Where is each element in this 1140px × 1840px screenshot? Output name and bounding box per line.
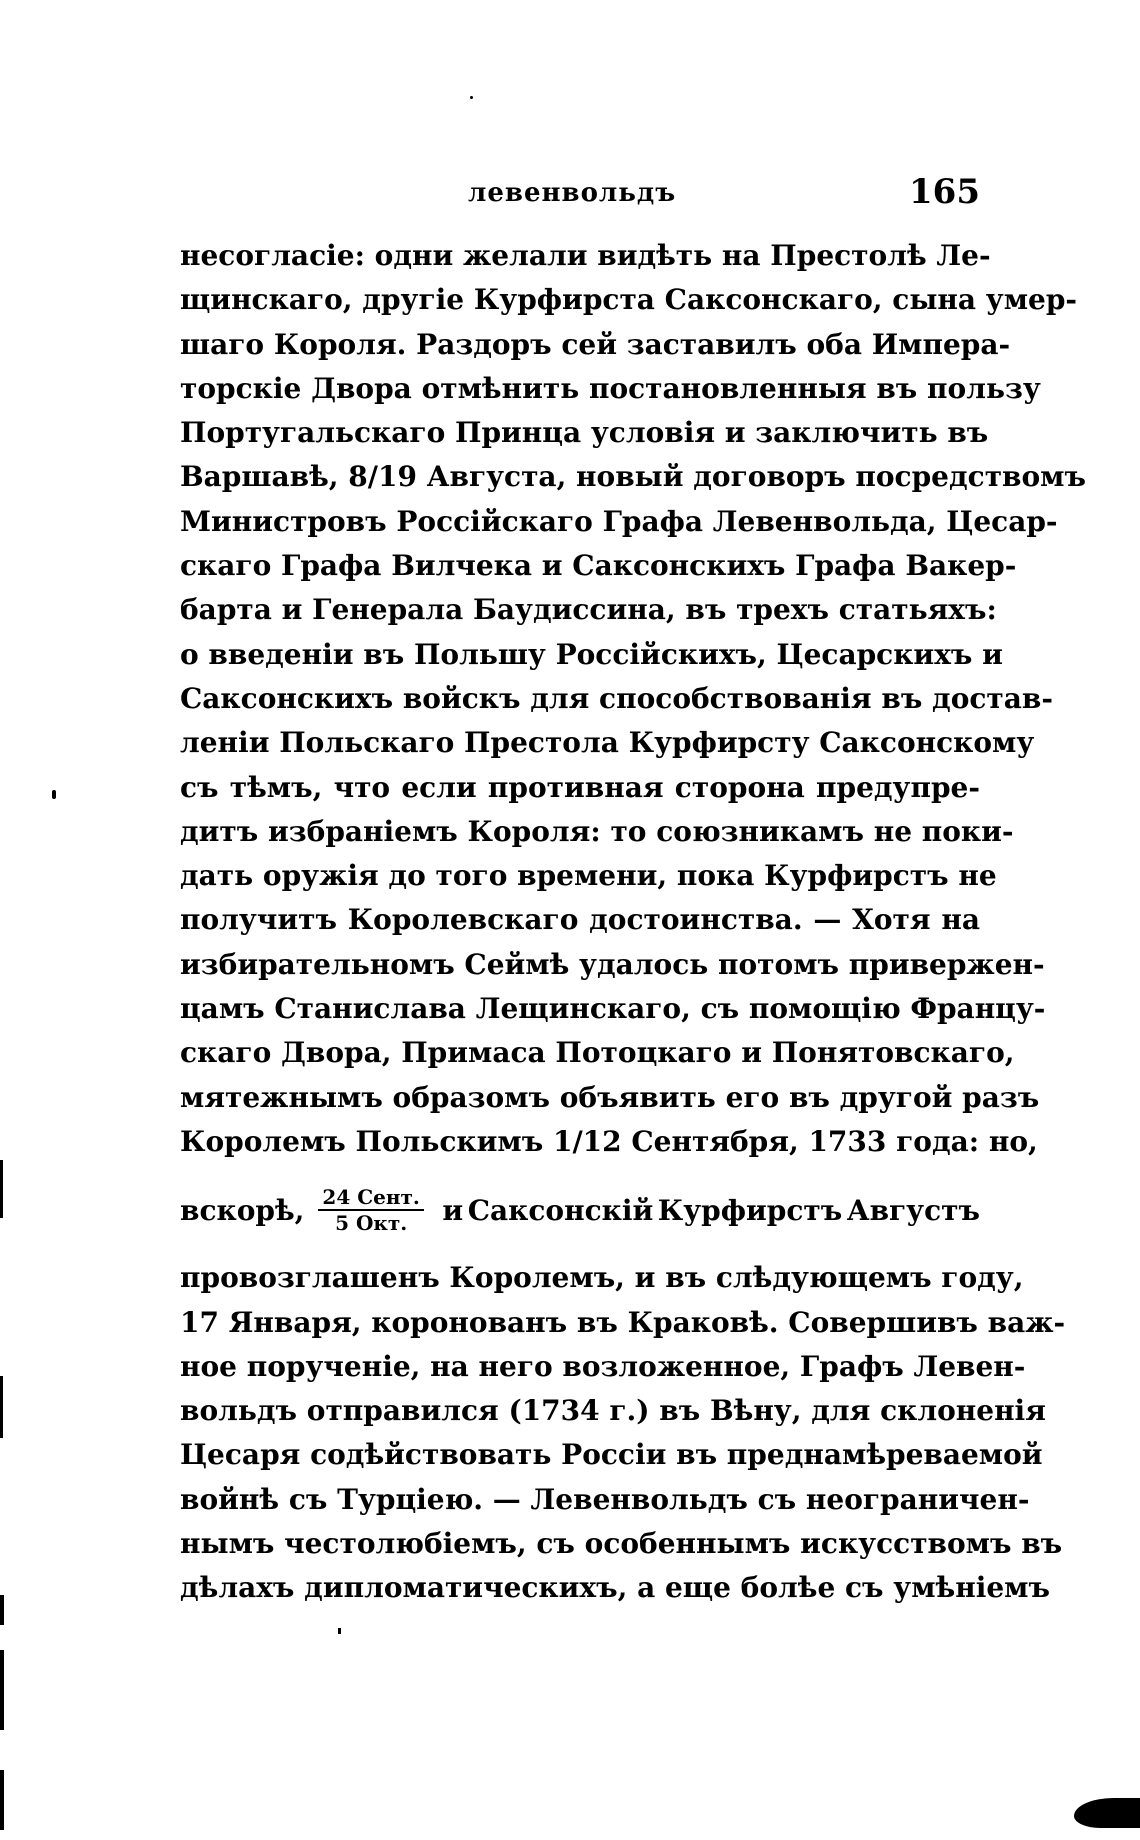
text-line: мятежнымъ образомъ объявить его въ другой разъ <box>180 1080 1040 1114</box>
text-line: барта и Генерала Баудиссина, въ трехъ статьяхъ: <box>180 593 997 627</box>
text-line: избирательномъ Сеймѣ удалось потомъ привержен- <box>180 947 1045 981</box>
scan-speck <box>470 96 473 99</box>
fraction-line-word: Августъ <box>846 1193 980 1227</box>
margin-line <box>0 1376 3 1438</box>
fraction-line-word: Саксонскій <box>467 1193 654 1227</box>
margin-line <box>0 1595 4 1625</box>
text-line: Королемъ Польскимъ 1/12 Сентября, 1733 года: но, <box>180 1124 1038 1158</box>
fraction-numerator: 24 Сент. <box>318 1185 423 1211</box>
text-line: получитъ Королевскаго достоинства. — Хотя на <box>180 903 980 937</box>
text-line: щинскаго, другіе Курфирста Саксонскаго, сына умер- <box>180 283 1078 317</box>
text-line: торскіе Двора отмѣнить постановленныя въ пользу <box>180 371 1041 405</box>
text-line: дѣлахъ дипломатическихъ, а еще болѣе съ умѣніемъ <box>180 1571 1050 1605</box>
page-number: 165 <box>909 172 980 212</box>
fraction-line-word: Курфирстъ <box>657 1193 843 1227</box>
text-line: дать оружія до того времени, пока Курфирстъ не <box>180 859 997 893</box>
fraction-denominator: 5 Окт. <box>335 1211 408 1236</box>
scan-speck <box>338 1628 341 1634</box>
text-line: Варшавѣ, 8/19 Августа, новый договоръ посредствомъ <box>180 460 1086 494</box>
text-line: цамъ Станислава Лещинскаго, съ помощію Францу- <box>180 992 1046 1026</box>
text-line: войнѣ съ Турціею. — Левенвольдъ съ неограничен- <box>180 1482 1030 1516</box>
fraction-line-before: вскорѣ, <box>180 1193 305 1227</box>
margin-line <box>0 1650 4 1730</box>
fraction-line <box>180 1164 980 1256</box>
body-text <box>180 234 1086 1611</box>
text-line: шаго Короля. Раздоръ сей заставилъ оба Импера- <box>180 327 1011 361</box>
text-line: съ тѣмъ, что если противная сторона предупре- <box>180 770 980 804</box>
text-line: вольдъ отправился (1734 г.) въ Вѣну, для склоненія <box>180 1394 1046 1428</box>
text-line: дитъ избраніемъ Короля: то союзникамъ не поки- <box>180 814 1014 848</box>
text-line: Саксонскихъ войскъ для способствованія въ достав- <box>180 681 1054 715</box>
paragraph-before-fraction <box>180 234 1086 1164</box>
date-fraction <box>318 1185 423 1235</box>
margin-line <box>0 1160 3 1218</box>
text-line: скаго Графа Вилчека и Саксонскихъ Графа Вакер- <box>180 549 1017 583</box>
text-line: Министровъ Россійскаго Графа Левенвольда, Цесар- <box>180 504 1058 538</box>
margin-line <box>0 1770 4 1830</box>
page-header <box>180 172 980 218</box>
text-line: ное порученіе, на него возложенное, Графъ Левен- <box>180 1349 1026 1383</box>
text-line: Португальскаго Принца условія и заключить въ <box>180 416 989 450</box>
text-line: нымъ честолюбіемъ, съ особеннымъ искусствомъ въ <box>180 1527 1063 1561</box>
corner-blot <box>1074 1798 1140 1828</box>
scan-speck <box>52 790 56 799</box>
text-line: леніи Польскаго Престола Курфирсту Саксонскому <box>180 726 1035 760</box>
fraction-lead <box>180 1185 438 1235</box>
text-line: Цесаря содѣйствовать Россіи въ преднамѣреваемой <box>180 1438 1043 1472</box>
text-line: провозглашенъ Королемъ, и въ слѣдующемъ году, <box>180 1261 1024 1295</box>
fraction-line-word: и <box>442 1193 464 1227</box>
text-line: 17 Января, коронованъ въ Краковѣ. Совершивъ важ- <box>180 1305 1066 1339</box>
text-line: о введеніи въ Польшу Россійскихъ, Цесарскихъ и <box>180 637 1003 671</box>
paragraph-after-fraction <box>180 1256 1066 1610</box>
running-head: левенвольдъ <box>468 178 677 208</box>
text-line: скаго Двора, Примаса Потоцкаго и Понятовскаго, <box>180 1036 1015 1070</box>
text-line: несогласіе: одни желали видѣть на Престолѣ Ле- <box>180 239 991 272</box>
